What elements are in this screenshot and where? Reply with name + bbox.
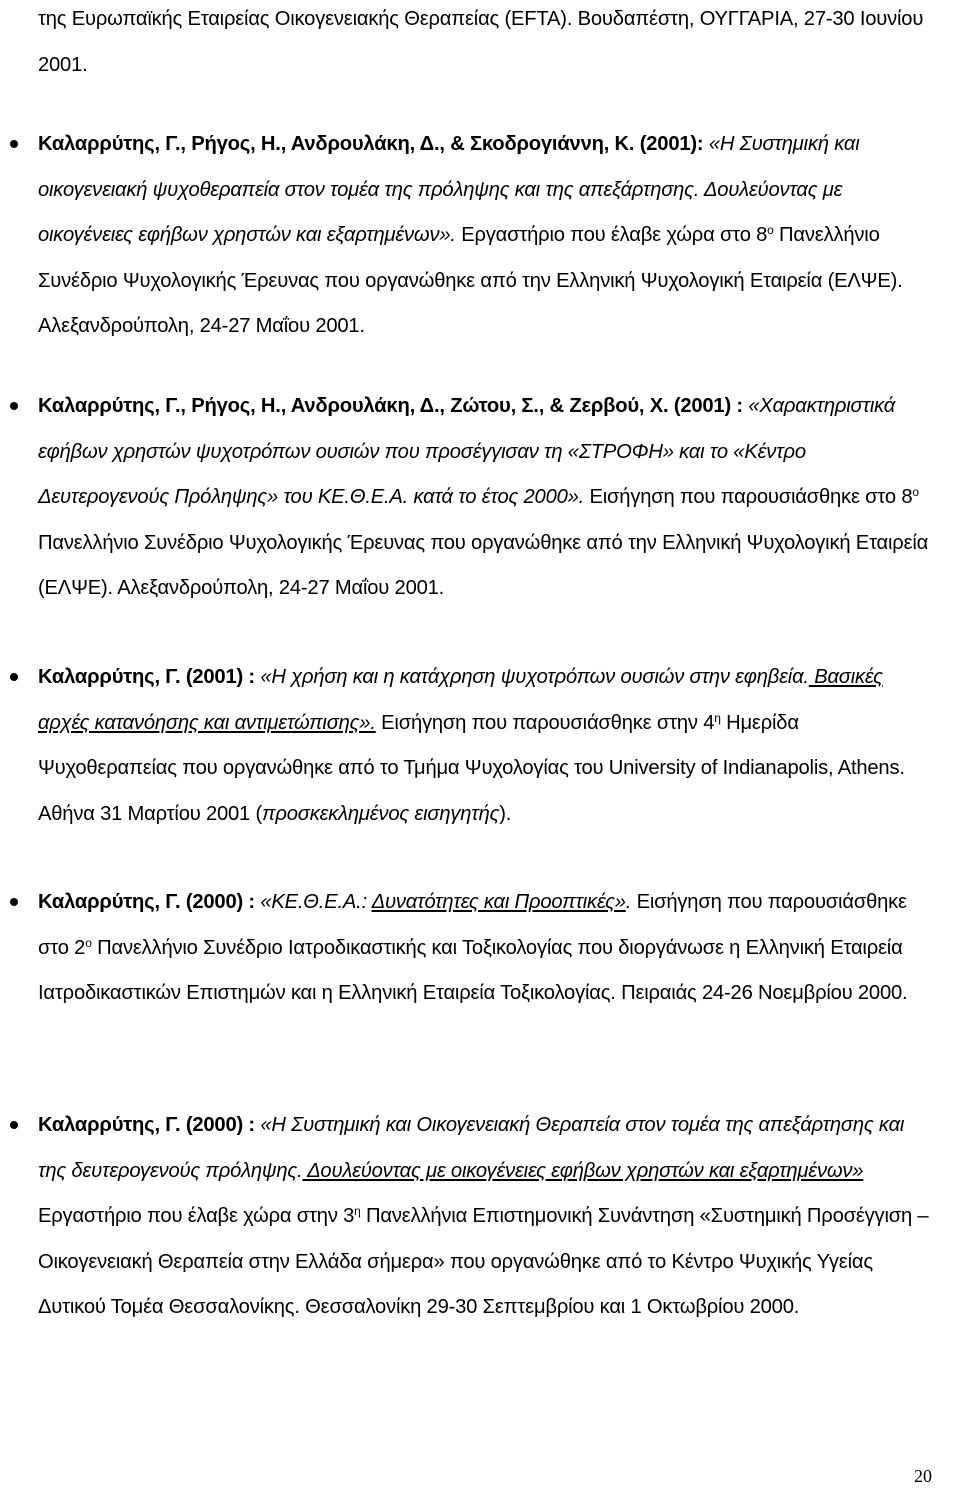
reference-year: (2001) : (668, 395, 749, 417)
reference-title: «Η χρήση και η κατάχρηση ψυχοτρόπων ουσιών στην εφηβεία. (260, 666, 809, 688)
reference-text: ). (499, 802, 512, 825)
reference-title-underlined: Βασικές αρχές κατανόησης και αντιμετώπισης». (38, 666, 883, 734)
reference-item (38, 655, 933, 837)
reference-title-end: . (625, 891, 632, 913)
reference-authors: Καλαρρύτης, Γ. (38, 1114, 181, 1136)
reference-year: (2001): (634, 133, 709, 155)
reference-authors: Καλαρρύτης, Γ., Ρήγος, Η., Ανδρουλάκη, Δ., & Σκοδρογιάννη, Κ. (38, 133, 635, 155)
reference-text: Εργαστήριο που έλαβε χώρα στο 8 (455, 224, 768, 247)
bullet-icon (10, 673, 18, 681)
reference-item (38, 1103, 933, 1331)
reference-text: Πανελλήνιο Συνέδριο Ιατροδικαστικής και Τοξικολογίας που διοργάνωσε η Ελληνική Εταιρεία Ιατροδικαστικών Επιστημών και η Ελληνική Εταιρεία Τοξικολογίας. Πειραιάς 24-26 Νοεμβρίου 2000. (38, 936, 908, 1005)
reference-title: «Η Συστημική και οικογενειακή ψυχοθεραπεία στον τομέα της πρόληψης και της απεξάρτησης. Δουλεύοντας με οικογένειες εφήβων χρηστών και εξαρτημένων». (38, 133, 860, 247)
reference-year: (2000) : (180, 891, 261, 913)
reference-title: «Χαρακτηριστικά εφήβων χρηστών ψυχοτρόπων ουσιών που προσέγγισαν τη «ΣΤΡΟΦΗ» και το «Κέντρο Δευτερογενούς Πρόληψης» του ΚΕ.Θ.Ε.Α. κατά το έτος 2000». (38, 395, 896, 509)
reference-item (38, 384, 933, 612)
reference-text: Ημερίδα Ψυχοθεραπείας που οργανώθηκε από το Τμήμα Ψυχολογίας του University of Indianapolis, Athens. Αθήνα 31 Μαρτίου 2001 ( (38, 711, 905, 825)
reference-authors: Καλαρρύτης, Γ. (38, 666, 181, 688)
reference-text: Εργαστήριο που έλαβε χώρα στην 3 (38, 1205, 355, 1228)
bullet-icon (10, 402, 18, 410)
reference-authors: Καλαρρύτης, Γ., Ρήγος, Η., Ανδρουλάκη, Δ., Ζώτου, Σ., & Ζερβού, Χ. (38, 395, 669, 417)
ordinal-superscript: ο (767, 223, 774, 238)
reference-role: προσκεκλημένος εισηγητής (262, 802, 500, 825)
reference-continuation-text: της Ευρωπαϊκής Εταιρείας Οικογενειακής Θεραπείας (EFTA). Βουδαπέστη, ΟΥΓΓΑΡΙΑ, 27-30 Ιουνίου 2001. (38, 8, 924, 76)
reference-authors: Καλαρρύτης, Γ. (38, 891, 181, 913)
reference-text: Εισήγηση που παρουσιάσθηκε στην 4 (375, 711, 715, 734)
page-number: 20 (914, 1466, 932, 1486)
ordinal-superscript: ο (912, 485, 919, 500)
ordinal-superscript: ο (85, 935, 92, 950)
ordinal-superscript: η (714, 710, 721, 725)
reference-item (38, 880, 933, 1017)
reference-text: Πανελλήνια Επιστημονική Συνάντηση «Συστημική Προσέγγιση – Οικογενειακή Θεραπεία στην Ελλάδα σήμερα» που οργανώθηκε από το Κέντρο Ψυχικής Υγείας Δυτικού Τομέα Θεσσαλονίκης. Θεσσαλονίκη 29-30 Σεπτεμβρίου και 1 Οκτωβρίου 2000. (38, 1205, 929, 1319)
bullet-icon (10, 898, 18, 906)
reference-year: (2001) : (180, 666, 261, 688)
bullet-icon (10, 1121, 18, 1129)
reference-item (38, 122, 933, 350)
reference-text: Εισήγηση που παρουσιάσθηκε στο 2 (38, 891, 907, 959)
reference-title-underlined: Δυνατότητες και Προοπτικές» (371, 891, 626, 913)
ordinal-superscript: η (354, 1204, 361, 1219)
reference-text: Πανελλήνιο Συνέδριο Ψυχολογικής Έρευνας που οργανώθηκε από την Ελληνική Ψυχολογική Εταιρεία (ΕΛΨΕ). Αλεξανδρούπολη, 24-27 Μαΐου 2001. (38, 531, 929, 600)
reference-title: «Η Συστημική και Οικογενειακή Θεραπεία στον τομέα της απεξάρτησης και της δευτερογενούς πρόληψης. (38, 1114, 905, 1182)
reference-title-underlined: Δουλεύοντας με οικογένειες εφήβων χρηστών και εξαρτημένων» (302, 1159, 864, 1182)
reference-year: (2000) : (180, 1114, 261, 1136)
reference-text: Εισήγηση που παρουσιάσθηκε στο 8 (584, 486, 913, 509)
reference-text: Πανελλήνιο Συνέδριο Ψυχολογικής Έρευνας που οργανώθηκε από την Ελληνική Ψυχολογική Εταιρεία (ΕΛΨΕ). Αλεξανδρούπολη, 24-27 Μαΐου 2001. (38, 224, 903, 338)
bullet-icon (10, 140, 18, 148)
reference-continuation (38, 0, 933, 88)
reference-title: «ΚΕ.Θ.Ε.Α.: (260, 891, 372, 913)
